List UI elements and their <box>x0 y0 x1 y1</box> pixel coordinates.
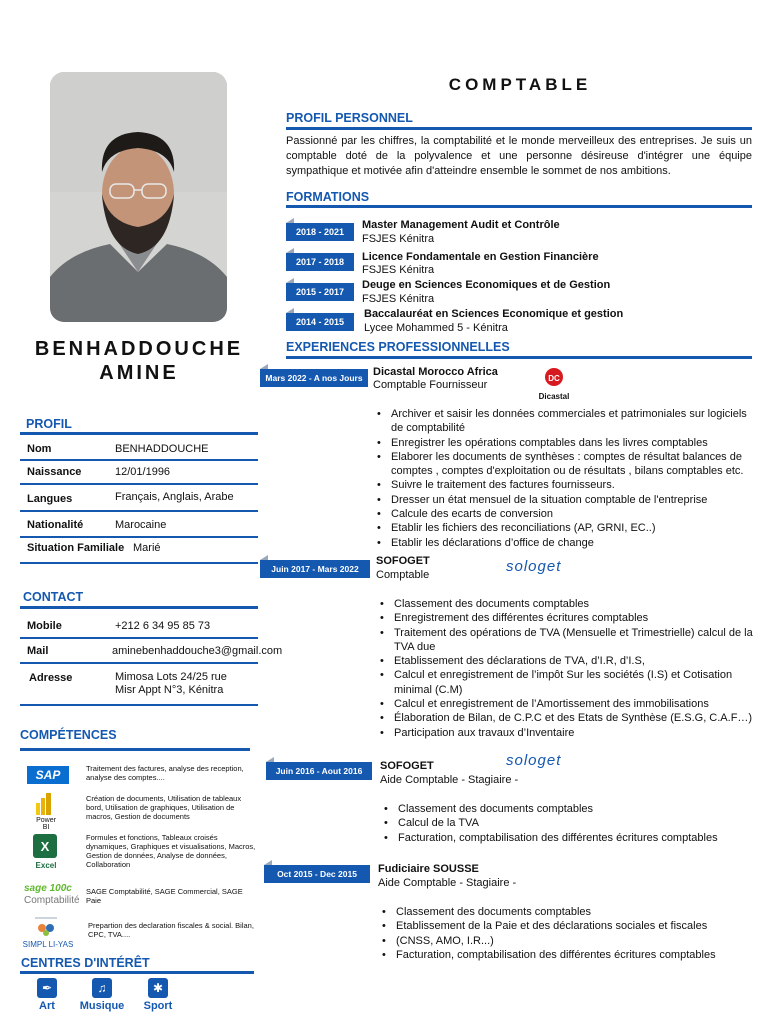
bullet-item: • Calcule des ecarts de conversion <box>373 507 758 521</box>
experiences-divider <box>286 356 752 359</box>
sage-100c-icon: sage 100c <box>24 883 72 894</box>
formation-years-tag: 2015 - 2017 <box>286 283 354 301</box>
interest-music-label: Musique <box>79 1000 125 1012</box>
bullet-item: • Classement des documents comptables <box>376 597 761 611</box>
profil-heading: PROFIL <box>26 417 72 431</box>
interets-heading: CENTRES D'INTÉRÊT <box>21 956 150 970</box>
bullet-item: • Dresser un état mensuel de la situation comptable de l'entreprise <box>373 493 758 507</box>
formations-heading: FORMATIONS <box>286 190 370 204</box>
row-divider <box>20 536 258 538</box>
power-bi-icon <box>36 793 54 815</box>
row-divider <box>20 637 258 639</box>
power-bi-label: Power BI <box>36 817 56 831</box>
sologet-logo-icon: sologet <box>506 558 562 575</box>
experience-bullets <box>376 597 761 740</box>
bullet-item: • Calcul et enregistrement de l’Amortissement des immobilisations <box>376 697 761 711</box>
profil-personnel-divider <box>286 127 752 130</box>
experience-role: Comptable <box>376 569 430 581</box>
contact-divider <box>20 606 258 609</box>
skill-sage-text: SAGE Comptabilité, SAGE Commercial, SAGE Paie <box>86 887 243 905</box>
profile-photo <box>50 72 227 322</box>
row-divider <box>20 483 258 485</box>
bullet-item: • Calcul de la TVA <box>380 816 765 830</box>
skill-excel-text: Formules et fonctions, Tableaux croisés dynamiques, Graphiques et visualisations, Macros, Gestion de données, Analyse de données, Collaboration <box>86 833 256 869</box>
row-divider <box>20 459 258 461</box>
profil-personnel-text: Passionné par les chiffres, la comptabilité et le monde merveilleux des entreprises. Je suis un comptable doté de la polyvalence et une personne désireuse d'intégrer une équipe sympathique et motivée afin d'atteindre ensemble le sommet de nos ambitions. <box>286 135 752 177</box>
contact-email-link[interactable]: aminebenhaddouche3@gmail.com <box>112 645 283 657</box>
profil-value-nom: BENHADDOUCHE <box>115 443 209 455</box>
formation-title: Licence Fondamentale en Gestion Financière <box>362 251 599 263</box>
contact-label-adresse: Adresse <box>29 672 73 684</box>
bullet-item: • Facturation, comptabilisation des différentes écritures comptables <box>380 831 765 845</box>
profil-label-langues: Langues <box>27 493 73 505</box>
experience-dates-tag: Mars 2022 - A nos Jours <box>260 369 368 387</box>
bullet-item: • Classement des documents comptables <box>378 905 763 919</box>
bullet-item: • Archiver et saisir les données commerciales et patrimoniales sur logiciels de comptabilité <box>373 407 758 436</box>
dicastal-logo-icon <box>534 367 574 399</box>
profil-label-naissance: Naissance <box>27 466 82 478</box>
bullet-item: • Etablir les déclarations d’office de change <box>373 536 758 550</box>
contact-address-line2: Misr Appt N°3, Kénitra <box>115 684 224 696</box>
formation-title: Master Management Audit et Contrôle <box>362 219 560 231</box>
formation-school: FSJES Kénitra <box>362 293 435 305</box>
bullet-item: • Élaboration de Bilan, de C.P.C et des Etats de Synthèse (E.S.G, C.A.F…) <box>376 711 761 725</box>
profil-value-nationalite: Marocaine <box>115 519 167 531</box>
row-divider <box>20 704 258 706</box>
contact-heading: CONTACT <box>23 590 84 604</box>
skill-sap-text: Traitement des factures, analyse des reception, analyse des comptes.... <box>86 764 244 782</box>
experience-role: Comptable Fournisseur <box>373 379 488 391</box>
row-divider <box>20 662 258 664</box>
experience-dates-tag: Oct 2015 - Dec 2015 <box>264 865 370 883</box>
skill-powerbi-text: Création de documents, Utilisation de tableaux bord, Utilisation de graphiques, Utilisation de macros, Gestion de documents <box>86 794 242 821</box>
competences-divider <box>20 748 250 751</box>
excel-icon: X <box>33 834 57 858</box>
excel-label: Excel <box>35 861 57 870</box>
sport-icon: ✱ <box>148 978 168 998</box>
contact-address-line1: Mimosa Lots 24/25 rue <box>115 671 227 683</box>
paint-brush-icon: ✒ <box>37 978 57 998</box>
bullet-item: • Etablissement de la Paie et des déclarations sociales et fiscales <box>378 919 763 933</box>
bullet-item: • Suivre le traitement des factures fournisseurs. <box>373 478 758 492</box>
experience-bullets <box>378 905 763 962</box>
experience-company: SOFOGET <box>380 760 434 772</box>
contact-label-mail: Mail <box>27 645 49 657</box>
bullet-item: • Traitement des opérations de TVA (Mensuelle et Trimestrielle) calcul de la TVA due <box>376 626 761 655</box>
formation-years-tag: 2014 - 2015 <box>286 313 354 331</box>
simpl-liyas-icon <box>35 915 57 937</box>
experience-role: Aide Comptable - Stagiaire - <box>380 774 519 786</box>
bullet-item: • (CNSS, AMO, I.R...) <box>378 934 763 948</box>
interest-art-label: Art <box>39 1000 55 1012</box>
bullet-item: • Enregistrer les opérations comptables dans les livres comptables <box>373 436 758 450</box>
experience-company: Fudiciaire SOUSSE <box>378 863 479 875</box>
competences-heading: COMPÉTENCES <box>20 728 117 742</box>
sap-logo-icon <box>27 766 69 784</box>
experience-dates-tag: Juin 2016 - Aout 2016 <box>266 762 372 780</box>
profil-label-nom: Nom <box>27 443 52 455</box>
formation-school: FSJES Kénitra <box>362 264 435 276</box>
experiences-heading: EXPERIENCES PROFESSIONNELLES <box>286 340 510 354</box>
bullet-item: • Calcul et enregistrement de l’impôt Sur les sociétés (I.S) et Cotisation minimal (C.M) <box>376 668 761 697</box>
experience-bullets <box>373 407 758 550</box>
bullet-item: • Enregistrement des différentes écritures comptables <box>376 611 761 625</box>
sage-comptabilite-label: Comptabilité <box>24 895 80 906</box>
job-title: COMPTABLE <box>448 75 592 94</box>
profil-label-situation: Situation Familiale <box>27 542 125 554</box>
simpl-liyas-label: SIMPL LI-YAS <box>22 940 74 949</box>
experience-company: Dicastal Morocco Africa <box>373 366 498 378</box>
profil-value-situation: Marié <box>133 542 161 554</box>
formations-divider <box>286 205 752 208</box>
full-name-line2: AMINE <box>99 362 179 384</box>
bullet-item: • Elaborer les documents de synthèses : comptes de résultat balances de comptes , comptes d'exploitation ou de résultats , bilans comptables etc. <box>373 450 758 479</box>
experience-role: Aide Comptable - Stagiaire - <box>378 877 517 889</box>
profil-value-naissance: 12/01/1996 <box>115 466 171 478</box>
sap-logo-text: SAP <box>35 768 61 782</box>
bullet-item: • Etablir les fichiers des reconciliations (AP, GRNI, EC..) <box>373 521 758 535</box>
dicastal-logo-text: Dicastal <box>538 392 570 401</box>
music-note-icon: ♫ <box>92 978 112 998</box>
formation-title: Deuge en Sciences Economiques et de Gestion <box>362 279 611 291</box>
bullet-item: • Classement des documents comptables <box>380 802 765 816</box>
interets-divider <box>20 971 254 974</box>
skill-simpl-text: Prepartion des declaration fiscales & social. Bilan, CPC, TVA.... <box>88 921 254 939</box>
formation-title: Baccalauréat en Sciences Economique et gestion <box>364 308 624 320</box>
svg-text:DC: DC <box>548 374 560 383</box>
row-divider <box>20 510 258 512</box>
profil-label-nationalite: Nationalité <box>27 519 84 531</box>
formation-school: Lycee Mohammed 5 - Kénitra <box>364 322 508 334</box>
bullet-item: • Etablissement des déclarations de TVA, d’I.R, d’I.S, <box>376 654 761 668</box>
formation-years-tag: 2017 - 2018 <box>286 253 354 271</box>
profil-divider <box>20 432 258 435</box>
bullet-item: • Participation aux travaux d’Inventaire <box>376 726 761 740</box>
experience-dates-tag: Juin 2017 - Mars 2022 <box>260 560 370 578</box>
portrait-image <box>50 72 227 322</box>
experience-bullets <box>380 802 765 845</box>
profil-personnel-heading: PROFIL PERSONNEL <box>286 111 413 125</box>
interest-sport-label: Sport <box>143 1000 173 1012</box>
contact-label-mobile: Mobile <box>27 620 62 632</box>
formation-years-tag: 2018 - 2021 <box>286 223 354 241</box>
experience-company: SOFOGET <box>376 555 430 567</box>
formation-school: FSJES Kénitra <box>362 233 435 245</box>
contact-mobile[interactable]: +212 6 34 95 85 73 <box>115 620 211 632</box>
profil-value-langues: Français, Anglais, Arabe <box>115 491 234 503</box>
full-name-line1: BENHADDOUCHE <box>34 338 244 360</box>
sologet-logo-icon: sologet <box>506 752 562 769</box>
row-divider <box>20 562 258 564</box>
bullet-item: • Facturation, comptabilisation des différentes écritures comptables <box>378 948 763 962</box>
